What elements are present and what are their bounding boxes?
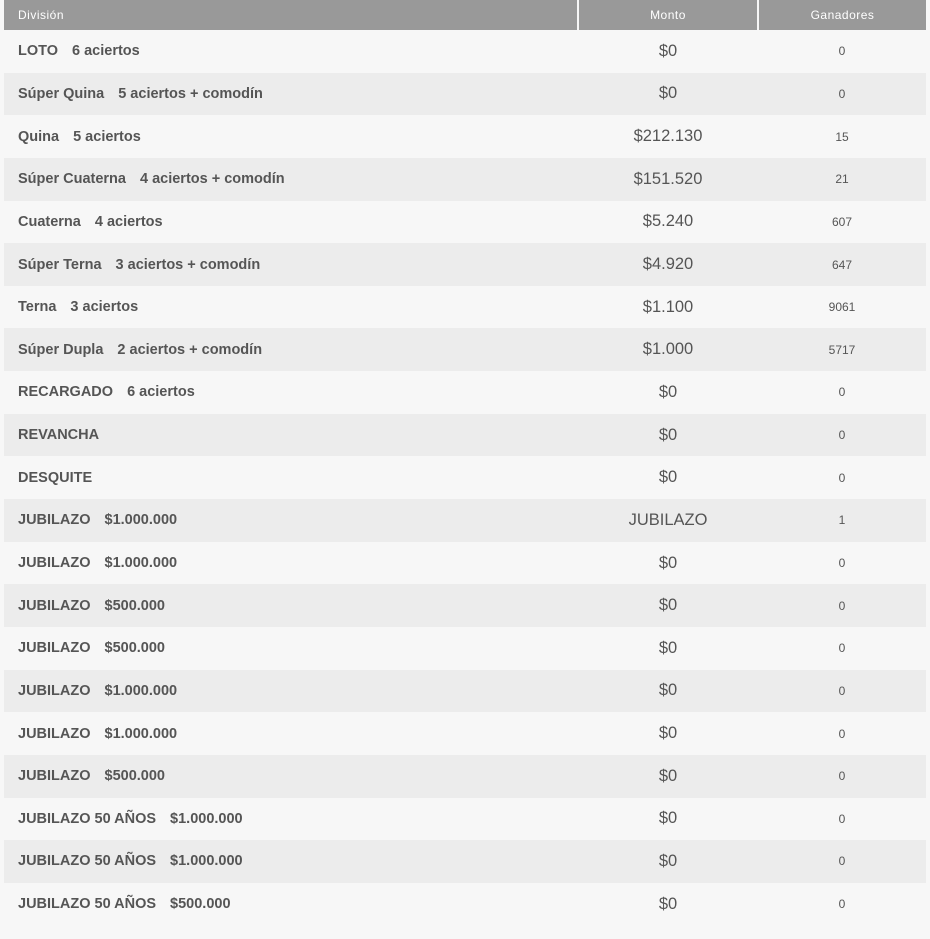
monto-cell: $0 xyxy=(658,553,678,572)
division-detail: $1.000.000 xyxy=(104,682,178,699)
table-row xyxy=(4,499,926,542)
monto-cell: $1.000 xyxy=(642,340,694,359)
monto-cell: $0 xyxy=(658,84,678,103)
division-name: JUBILAZO xyxy=(18,512,91,529)
division-name: Súper Terna xyxy=(18,256,102,273)
ganadores-cell: 0 xyxy=(838,470,846,485)
prize-results-table xyxy=(4,0,926,925)
division-detail: 4 aciertos + comodín xyxy=(139,171,285,188)
division-name: Quina xyxy=(18,128,60,145)
division-cell xyxy=(4,158,578,201)
division-cell xyxy=(4,201,578,244)
division-name: RECARGADO xyxy=(18,384,114,401)
division-name: JUBILAZO 50 AÑOS xyxy=(18,810,157,827)
monto-cell: $151.520 xyxy=(633,169,703,188)
ganadores-cell: 0 xyxy=(838,726,846,741)
monto-cell: $0 xyxy=(658,894,678,913)
division-cell xyxy=(4,755,578,798)
ganadores-cell: 0 xyxy=(838,598,846,613)
ganadores-cell: 0 xyxy=(838,683,846,698)
division-name: DESQUITE xyxy=(18,469,93,486)
monto-cell: $0 xyxy=(658,596,678,615)
monto-cell: $212.130 xyxy=(633,127,703,146)
table-row xyxy=(4,584,926,627)
division-name: JUBILAZO xyxy=(18,682,91,699)
table-row xyxy=(4,73,926,116)
ganadores-cell: 0 xyxy=(838,556,846,570)
monto-cell: $0 xyxy=(658,382,678,401)
division-name: JUBILAZO xyxy=(18,768,91,785)
table-row xyxy=(4,201,926,244)
ganadores-cell: 21 xyxy=(835,172,849,187)
ganadores-cell: 0 xyxy=(838,86,846,101)
division-detail: $1.000.000 xyxy=(104,512,178,529)
division-name: JUBILAZO xyxy=(18,555,91,571)
table-row xyxy=(4,371,926,414)
division-name: JUBILAZO xyxy=(18,640,91,657)
ganadores-cell: 0 xyxy=(838,428,846,443)
division-cell xyxy=(4,798,578,841)
table-row xyxy=(4,798,926,841)
monto-cell: $5.240 xyxy=(642,212,694,231)
table-row xyxy=(4,115,926,158)
table-row xyxy=(4,670,926,713)
division-name: REVANCHA xyxy=(18,427,100,444)
table-body xyxy=(4,30,926,925)
division-cell xyxy=(4,414,578,457)
table-row xyxy=(4,243,926,286)
division-detail: 3 aciertos + comodín xyxy=(115,256,261,273)
monto-cell: $0 xyxy=(658,809,678,828)
monto-cell: $0 xyxy=(658,724,678,743)
division-name: Súper Cuaterna xyxy=(18,171,126,188)
division-detail: $1.000.000 xyxy=(104,725,178,742)
division-name: Súper Quina xyxy=(18,85,105,102)
table-row xyxy=(4,712,926,755)
monto-cell: $0 xyxy=(658,638,678,657)
ganadores-cell: 0 xyxy=(838,854,846,869)
ganadores-cell: 0 xyxy=(838,385,846,400)
header-ganadores: Ganadores xyxy=(758,0,926,30)
division-cell xyxy=(4,243,578,286)
division-cell xyxy=(4,499,578,542)
monto-cell: $1.100 xyxy=(642,297,694,316)
division-cell xyxy=(4,73,578,116)
division-detail: $1.000.000 xyxy=(104,555,178,571)
division-detail: $500.000 xyxy=(170,896,231,913)
division-detail: 3 aciertos xyxy=(70,299,139,316)
division-name: Terna xyxy=(18,299,57,316)
division-detail: 2 aciertos + comodín xyxy=(117,341,263,358)
table-row xyxy=(4,30,926,73)
division-name: LOTO xyxy=(18,43,59,60)
ganadores-cell: 9061 xyxy=(828,300,856,315)
table-row xyxy=(4,414,926,457)
division-name: JUBILAZO 50 AÑOS xyxy=(18,853,157,870)
monto-cell: JUBILAZO xyxy=(628,510,708,529)
header-division: División xyxy=(4,0,578,30)
monto-cell: $0 xyxy=(658,468,678,487)
division-cell xyxy=(4,584,578,627)
ganadores-cell: 1 xyxy=(838,513,846,528)
table-row xyxy=(4,542,926,585)
ganadores-cell: 5717 xyxy=(828,342,856,357)
division-detail: $500.000 xyxy=(104,768,165,785)
division-cell xyxy=(4,286,578,329)
division-cell xyxy=(4,30,578,73)
division-cell xyxy=(4,840,578,883)
table-row xyxy=(4,840,926,883)
ganadores-cell: 0 xyxy=(838,769,846,784)
monto-cell: $0 xyxy=(658,766,678,785)
division-detail: $1.000.000 xyxy=(170,810,243,827)
table-row xyxy=(4,158,926,201)
table-header xyxy=(4,0,926,30)
header-row xyxy=(4,0,926,30)
table-row xyxy=(4,286,926,329)
monto-cell: $0 xyxy=(658,851,678,870)
division-name: JUBILAZO 50 AÑOS xyxy=(18,896,157,913)
ganadores-cell: 0 xyxy=(838,44,846,59)
division-detail: $1.000.000 xyxy=(170,853,243,870)
table-row xyxy=(4,627,926,670)
ganadores-cell: 15 xyxy=(835,129,849,144)
monto-cell: $0 xyxy=(658,425,678,444)
ganadores-cell: 0 xyxy=(838,811,846,826)
division-cell xyxy=(4,670,578,713)
ganadores-cell: 647 xyxy=(831,257,853,272)
division-cell xyxy=(4,371,578,414)
division-cell xyxy=(4,883,578,926)
monto-cell: $0 xyxy=(658,681,678,700)
division-name: JUBILAZO xyxy=(18,597,91,614)
monto-cell: $0 xyxy=(658,41,678,60)
division-cell xyxy=(4,328,578,371)
division-detail: $500.000 xyxy=(104,597,165,614)
ganadores-cell: 0 xyxy=(838,641,846,656)
division-detail: 6 aciertos xyxy=(72,43,140,60)
division-cell xyxy=(4,115,578,158)
header-monto: Monto xyxy=(578,0,758,30)
division-detail: 5 aciertos xyxy=(73,128,141,145)
division-name: Cuaterna xyxy=(18,213,81,230)
results-table-container xyxy=(4,0,926,925)
division-cell xyxy=(4,627,578,670)
table-row xyxy=(4,883,926,926)
division-cell xyxy=(4,712,578,755)
table-row xyxy=(4,755,926,798)
division-name: Súper Dupla xyxy=(18,341,104,358)
division-cell xyxy=(4,456,578,499)
ganadores-cell: 607 xyxy=(831,214,853,229)
division-detail: 6 aciertos xyxy=(127,384,195,401)
monto-cell: $4.920 xyxy=(642,255,694,274)
table-row xyxy=(4,456,926,499)
division-detail: 4 aciertos xyxy=(94,213,163,230)
division-cell xyxy=(4,542,578,585)
division-detail: 5 aciertos + comodín xyxy=(118,85,263,102)
table-row xyxy=(4,328,926,371)
division-name: JUBILAZO xyxy=(18,725,91,742)
division-detail: $500.000 xyxy=(104,640,165,657)
ganadores-cell: 0 xyxy=(838,897,846,912)
